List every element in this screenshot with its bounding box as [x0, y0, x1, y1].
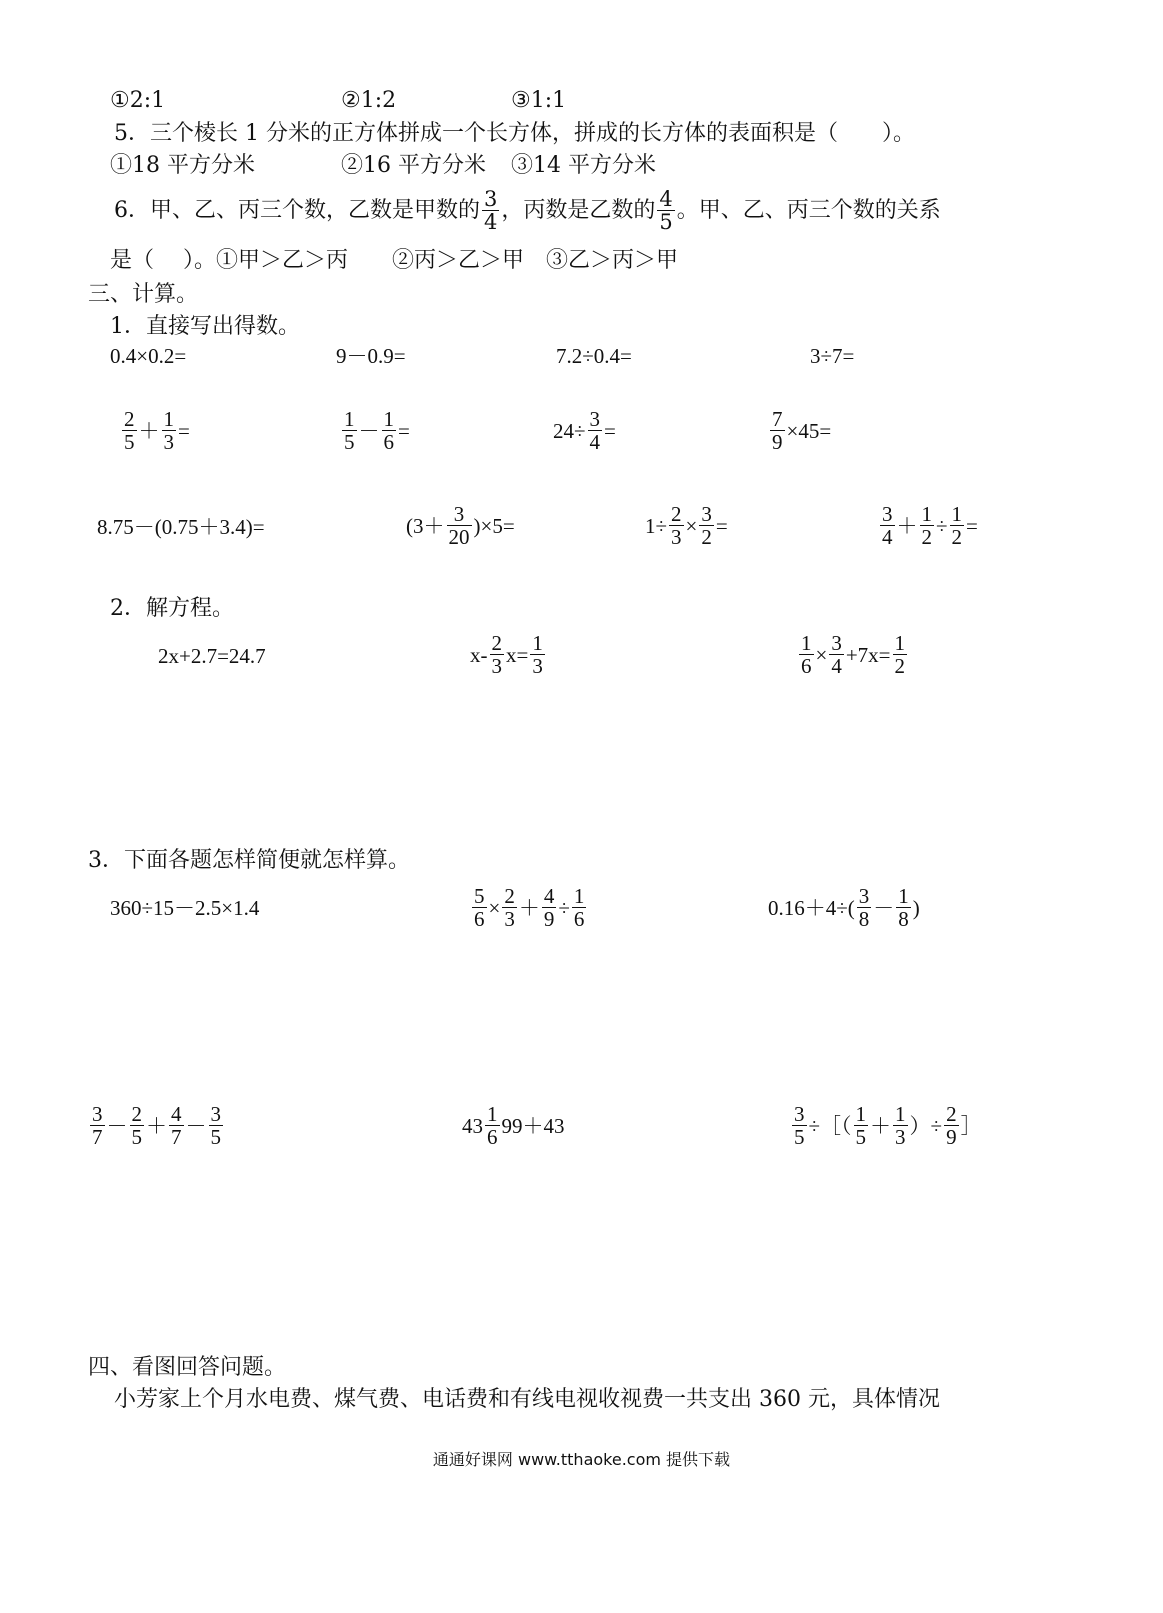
page-footer: 通通好课网 www.tthaoke.com 提供下载: [432, 1450, 731, 1469]
q6-text-a: 6．甲、乙、丙三个数，乙数是甲数的: [114, 197, 480, 223]
expr-a1: 0.4×0.2=: [110, 344, 187, 368]
fraction: 3 4: [484, 187, 498, 234]
simplify-6: $\frac{3}{5}$ ÷［（ 1 5 ＋ 1 3 ）÷ $\frac{2}{9}$ ］: [794, 1102, 982, 1149]
simplify-4: 3 7 － 2 5 ＋ 4 7 － 3 5: [92, 1102, 221, 1149]
part-1-heading: 1．直接写出得数。: [110, 314, 300, 339]
q5-question: 5．三个棱长 1 分米的正方体拼成一个长方体，拼成的长方体的表面积是（ ）。: [114, 121, 915, 146]
expr-b2: 1 5 － $\frac{1}{6}$ =: [344, 407, 410, 454]
expr-a3: 7.2÷0.4=: [556, 344, 632, 368]
section-4-heading: 四、看图回答问题。: [88, 1355, 287, 1380]
equation-1: 2x+2.7=24.7: [158, 644, 266, 668]
expr-c4: 3 4 ＋ $\frac{1}{2}$ ÷ $\frac{1}{2}$ =: [882, 502, 978, 549]
section-3-heading: 三、计算。: [88, 282, 199, 307]
q5-option-3: ③14 平方分米: [511, 153, 656, 178]
q6-options: 是（ ）。①甲＞乙＞丙 ②丙＞乙＞甲 ③乙＞丙＞甲: [110, 248, 678, 273]
q6-text-c: 。甲、乙、丙三个数的关系: [676, 197, 941, 223]
q4-option-2: ②1:2: [341, 88, 397, 113]
expr-a2: 9－0.9=: [336, 344, 406, 368]
equation-3: $\frac{1}{6}$ × $\frac{3}{4}$ +7x= $\frac{1}{2}$: [801, 631, 906, 678]
part-2-heading: 2．解方程。: [110, 596, 234, 621]
section-4-text: 小芳家上个月水电费、煤气费、电话费和有线电视收视费一共支出 360 元，具体情况: [114, 1387, 940, 1412]
expr-a4: 3÷7=: [810, 344, 855, 368]
simplify-5: 43 1 6 99＋43: [462, 1102, 565, 1149]
part-3-heading: 3．下面各题怎样简便就怎样算。: [88, 848, 410, 873]
expr-c3: 1÷ $\frac{2}{3}$ × $\frac{3}{2}$ =: [645, 502, 728, 549]
expr-c2: (3＋ 3 20 )×5=: [406, 502, 515, 549]
simplify-2: $\frac{5}{6}$ × $\frac{2}{3}$ ＋ $\frac{4}{9}$ ÷ $\frac{1}{6}$: [474, 884, 585, 931]
q6-question: [114, 188, 941, 233]
expr-c1: 8.75－(0.75＋3.4)=: [97, 515, 265, 539]
expr-b4: $\frac{7}{9}$ ×45=: [772, 407, 832, 454]
equation-2: x- 2 3 x= $\frac{1}{3}$: [470, 631, 543, 678]
q5-option-1: ①18 平方分米: [110, 153, 255, 178]
q4-option-3: ③1:1: [511, 88, 567, 113]
simplify-1: 360÷15－2.5×1.4: [110, 896, 260, 920]
expr-b1: 2 5 ＋ $\frac{1}{3}$ =: [124, 407, 190, 454]
q6-text-b: ，丙数是乙数的: [501, 197, 656, 223]
expr-b3: 24÷ $\frac{3}{4}$ =: [553, 407, 616, 454]
q5-option-2: ②16 平方分米: [341, 153, 486, 178]
fraction: 4 5: [659, 187, 673, 234]
q4-option-1: ①2:1: [110, 88, 166, 113]
simplify-3: 0.16＋4÷( 3 8 － 1 8 ): [768, 884, 920, 931]
